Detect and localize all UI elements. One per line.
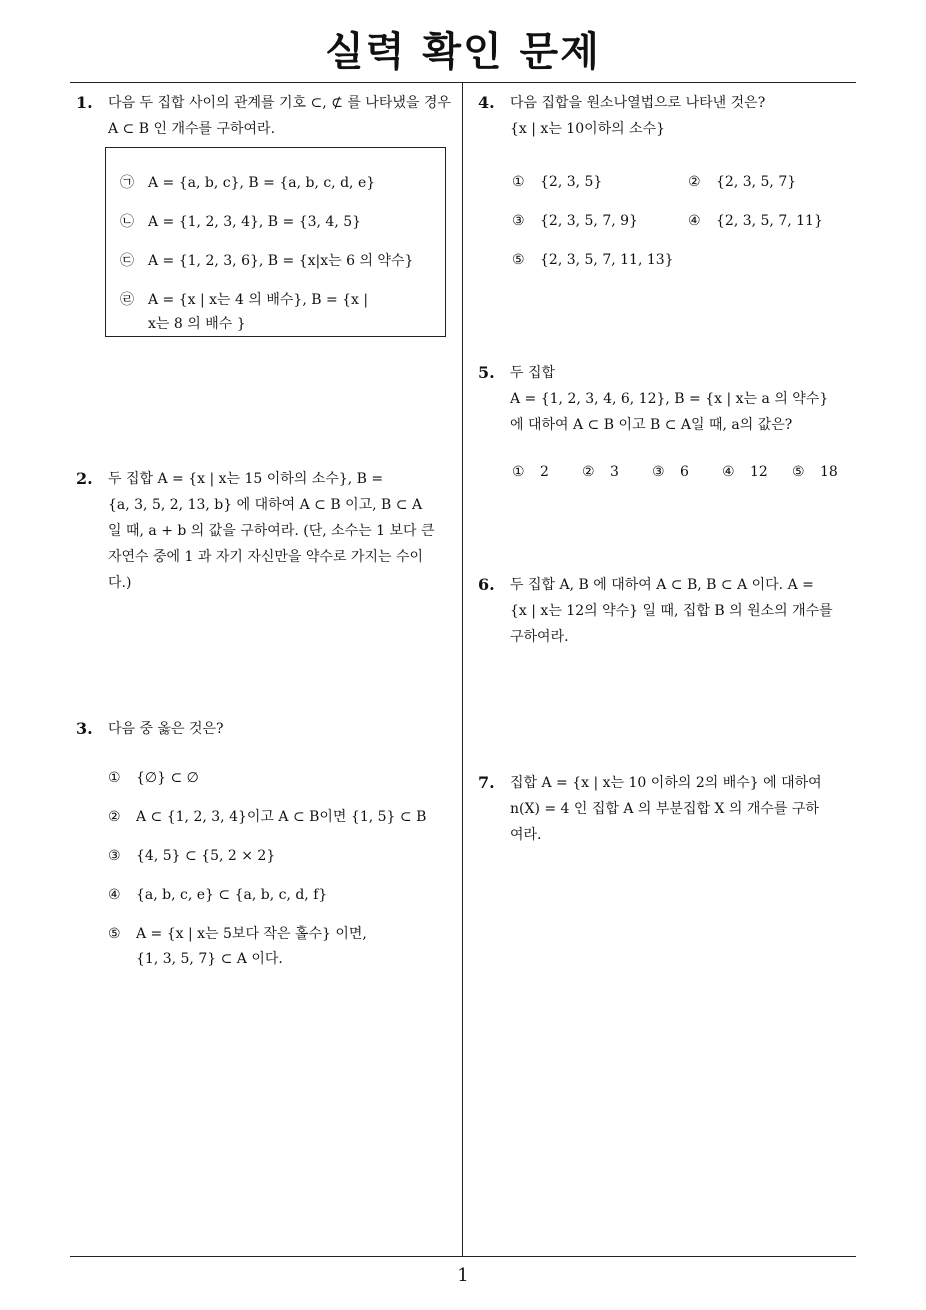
choice-text: 2 — [540, 464, 549, 480]
item-mark: ㉡ — [120, 214, 134, 230]
question-line: 자연수 중에 1 과 자기 자신만을 약수로 가지는 수이 — [108, 549, 423, 565]
choice-mark: ② — [108, 809, 121, 825]
header-rule — [70, 82, 856, 83]
question-3 — [76, 716, 456, 742]
choice-text: 12 — [750, 464, 768, 480]
item-text: A = {x | x는 4 의 배수}, B = {x | — [148, 292, 369, 308]
choice-5 — [108, 922, 367, 946]
question-4 — [478, 90, 858, 142]
choice-mark: ① — [512, 174, 525, 190]
choice-text: 6 — [680, 464, 689, 480]
choice-text: {2, 3, 5, 7, 9} — [540, 213, 638, 229]
column-divider — [462, 82, 463, 1256]
choice-mark: ④ — [722, 464, 735, 480]
choice-mark: ④ — [688, 213, 701, 229]
page-number: 1 — [457, 1265, 469, 1286]
choice-2 — [108, 805, 426, 829]
choice-mark: ③ — [652, 464, 665, 480]
question-number: 1. — [76, 93, 93, 112]
choice-3 — [108, 844, 275, 868]
choice-4 — [108, 883, 327, 907]
question-line: 여라. — [510, 827, 542, 843]
choice-4 — [722, 460, 768, 484]
page-title: 실력 확인 문제 — [325, 29, 601, 75]
choice-mark: ⑤ — [512, 252, 525, 268]
question-line: 두 집합 — [510, 365, 556, 381]
question-6 — [478, 572, 858, 650]
question-line: 다.) — [108, 575, 132, 591]
choice-text: {∅} ⊂ ∅ — [136, 770, 199, 786]
choice-5 — [512, 248, 674, 272]
choice-5 — [792, 460, 838, 484]
choice-1 — [512, 460, 549, 484]
box-item — [120, 171, 375, 195]
choice-1 — [108, 766, 199, 790]
question-line: 일 때, a + b 의 값을 구하여라. (단, 소수는 1 보다 큰 — [108, 523, 435, 539]
question-line: {a, 3, 5, 2, 13, b} 에 대하여 A ⊂ B 이고, B ⊂ A — [108, 497, 423, 513]
choice-mark: ① — [512, 464, 525, 480]
choice-1 — [512, 170, 602, 194]
question-line: 두 집합 A = {x | x는 15 이하의 소수}, B = — [108, 471, 384, 487]
question-line: 구하여라. — [510, 629, 569, 645]
choice-text: 3 — [610, 464, 619, 480]
choice-mark: ③ — [108, 848, 121, 864]
item-text: A = {a, b, c}, B = {a, b, c, d, e} — [148, 175, 376, 191]
box-item — [120, 249, 413, 273]
choice-3 — [652, 460, 689, 484]
choice-text: {4, 5} ⊂ {5, 2 × 2} — [136, 848, 276, 864]
choice-3 — [512, 209, 638, 233]
choice-2 — [582, 460, 619, 484]
question-number: 6. — [478, 575, 495, 594]
choice-4 — [688, 209, 823, 233]
question-line: 집합 A = {x | x는 10 이하의 2의 배수} 에 대하여 — [510, 775, 822, 791]
choice-text: {2, 3, 5, 7, 11, 13} — [540, 252, 674, 268]
question-number: 4. — [478, 93, 495, 112]
choice-mark: ① — [108, 770, 121, 786]
choice-mark: ② — [688, 174, 701, 190]
item-mark: ㉢ — [120, 253, 134, 269]
question-number: 2. — [76, 469, 93, 488]
choice-text: {a, b, c, e} ⊂ {a, b, c, d, f} — [136, 887, 328, 903]
choice-mark: ⑤ — [792, 464, 805, 480]
question-number: 3. — [76, 719, 93, 738]
item-mark: ㉣ — [120, 292, 134, 308]
choice-mark: ⑤ — [108, 926, 121, 942]
choice-text: A = {x | x는 5보다 작은 홀수} 이면, — [136, 926, 367, 942]
choice-5-continuation: {1, 3, 5, 7} ⊂ A 이다. — [136, 951, 283, 967]
question-number: 5. — [478, 363, 495, 382]
question-line: 다음 집합을 원소나열법으로 나타낸 것은? — [510, 95, 766, 111]
question-2 — [76, 466, 456, 596]
item-text: A = {1, 2, 3, 6}, B = {x|x는 6 의 약수} — [148, 253, 414, 269]
question-7 — [478, 770, 858, 848]
question-5 — [478, 360, 858, 438]
choice-mark: ② — [582, 464, 595, 480]
choice-text: {2, 3, 5, 7, 11} — [716, 213, 823, 229]
choice-text: {2, 3, 5, 7} — [716, 174, 797, 190]
question-line: 에 대하여 A ⊂ B 이고 B ⊂ A일 때, a의 값은? — [510, 417, 793, 433]
choice-2 — [688, 170, 796, 194]
choice-mark: ④ — [108, 887, 121, 903]
question-set: {x | x는 10이하의 소수} — [510, 121, 666, 137]
choice-mark: ③ — [512, 213, 525, 229]
footer-rule — [70, 1256, 856, 1257]
box-item — [120, 288, 368, 312]
question-number: 7. — [478, 773, 495, 792]
choice-text: 18 — [820, 464, 838, 480]
question-line: n(X) = 4 인 집합 A 의 부분집합 X 의 개수를 구하 — [510, 801, 819, 817]
item-mark: ㉠ — [120, 175, 134, 191]
box-item — [120, 210, 361, 234]
question-1 — [76, 90, 456, 142]
question-line: 두 집합 A, B 에 대하여 A ⊂ B, B ⊂ A 이다. A = — [510, 577, 814, 593]
box-item-continuation: x는 8 의 배수 } — [148, 316, 246, 332]
item-text: A = {1, 2, 3, 4}, B = {3, 4, 5} — [148, 214, 362, 230]
choice-text: {2, 3, 5} — [540, 174, 603, 190]
choice-text: A ⊂ {1, 2, 3, 4}이고 A ⊂ B이면 {1, 5} ⊂ B — [136, 809, 427, 825]
question-line: {x | x는 12의 약수} 일 때, 집합 B 의 원소의 개수를 — [510, 603, 833, 619]
question-text: 다음 두 집합 사이의 관계를 기호 ⊂, ⊄ 를 나타냈을 경우 A ⊂ B 인 개수를 구하여라. — [108, 95, 451, 137]
question-text: 다음 중 옳은 것은? — [108, 721, 224, 737]
question-line: A = {1, 2, 3, 4, 6, 12}, B = {x | x는 a 의 약수} — [510, 391, 829, 407]
